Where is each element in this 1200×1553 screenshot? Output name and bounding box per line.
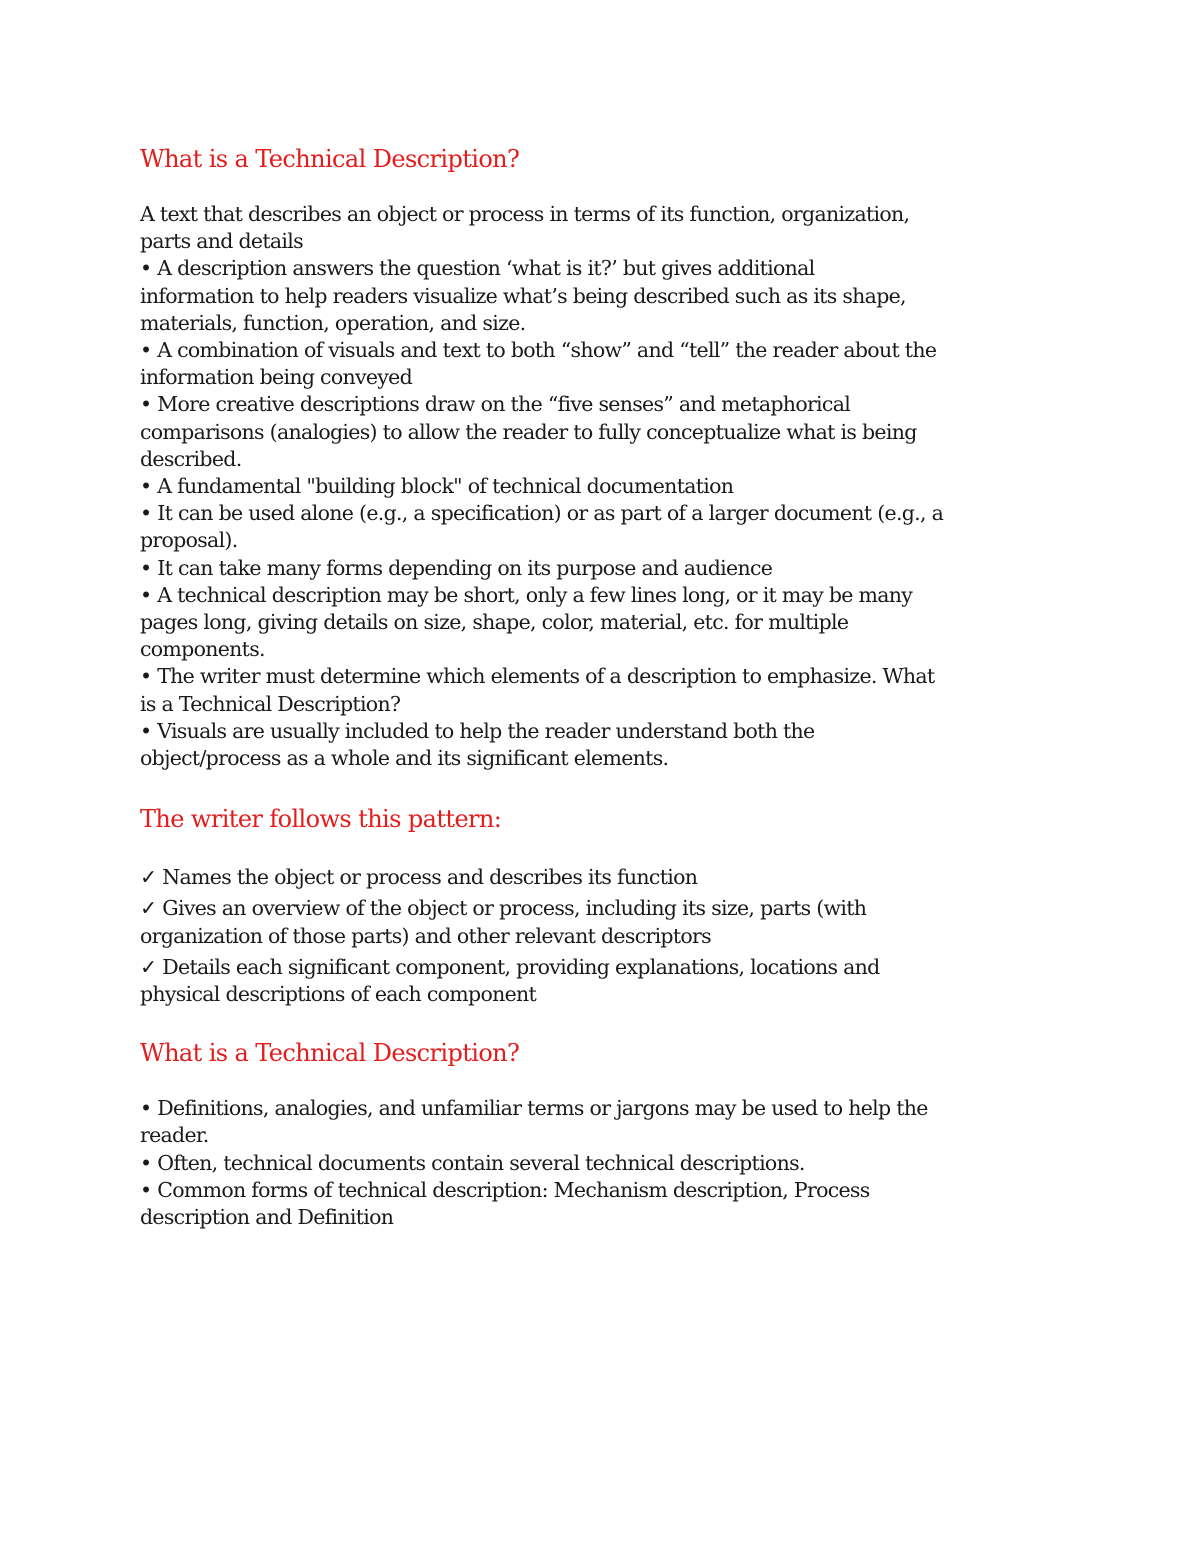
bullet-line: • A technical description may be short, only a few lines long, or it may be many [140, 582, 913, 607]
text-line: is a Technical Description? [140, 691, 401, 716]
text-line: description and Definition [140, 1205, 394, 1230]
spacer [140, 1068, 1070, 1095]
text-line: A text that describes an object or process in terms of its function, organization, [140, 202, 910, 226]
section-heading: What is a Technical Description? [140, 145, 520, 173]
text-line: described. [140, 446, 242, 471]
check-item: ✓ Gives an overview of the object or process, including its size, parts (with [140, 896, 867, 921]
section-heading: The writer follows this pattern: [140, 805, 502, 834]
text-line: pages long, giving details on size, shape, color, material, etc. for multiple [140, 610, 849, 635]
text-line: materials, function, operation, and size. [140, 310, 526, 335]
spacer [140, 174, 1070, 201]
bullet-line: • A fundamental "building block" of technical documentation [140, 474, 734, 499]
text-line: organization of those parts) and other relevant descriptors [140, 923, 711, 948]
bullet-line: • Visuals are usually included to help the reader understand both the [140, 718, 815, 743]
section-body [140, 1095, 1070, 1231]
text-line: information being conveyed [140, 365, 413, 390]
bullet-line: • Often, technical documents contain several technical descriptions. [140, 1150, 805, 1175]
check-item: ✓ Details each significant component, providing explanations, locations and [140, 954, 880, 979]
bullet-line: • Definitions, analogies, and unfamiliar terms or jargons may be used to help the [140, 1096, 928, 1121]
spacer [140, 1008, 1070, 1038]
text-line: parts and details [140, 229, 303, 254]
section-heading: What is a Technical Description? [140, 1039, 520, 1068]
check-item: ✓ Names the object or process and describes its function [140, 865, 698, 890]
bullet-line: • Common forms of technical description: Mechanism description, Process [140, 1177, 870, 1202]
text-line: physical descriptions of each component [140, 982, 537, 1007]
bullet-line: • It can take many forms depending on its purpose and audience [140, 555, 773, 580]
text-line: components. [140, 637, 265, 662]
bullet-line: • A combination of visuals and text to both “show” and “tell” the reader about the [140, 338, 937, 363]
text-line: reader. [140, 1123, 209, 1148]
bullet-line: • It can be used alone (e.g., a specification) or as part of a larger document (e.g., a [140, 501, 944, 526]
bullet-line: • More creative descriptions draw on the “five senses” and metaphorical [140, 392, 851, 417]
text-line: proposal). [140, 528, 238, 553]
bullet-line: • A description answers the question ‘what is it?’ but gives additional [140, 256, 815, 281]
section-body [140, 201, 1070, 772]
text-line: comparisons (analogies) to allow the reader to fully conceptualize what is being [140, 419, 917, 444]
text-line: object/process as a whole and its significant elements. [140, 746, 669, 771]
spacer [140, 772, 1070, 804]
pattern-checklist [140, 864, 1070, 1008]
text-line: information to help readers visualize what’s being described such as its shape, [140, 283, 906, 308]
bullet-line: • The writer must determine which elements of a description to emphasize. What [140, 664, 935, 689]
spacer [140, 834, 1070, 864]
document-page [140, 144, 1070, 1231]
